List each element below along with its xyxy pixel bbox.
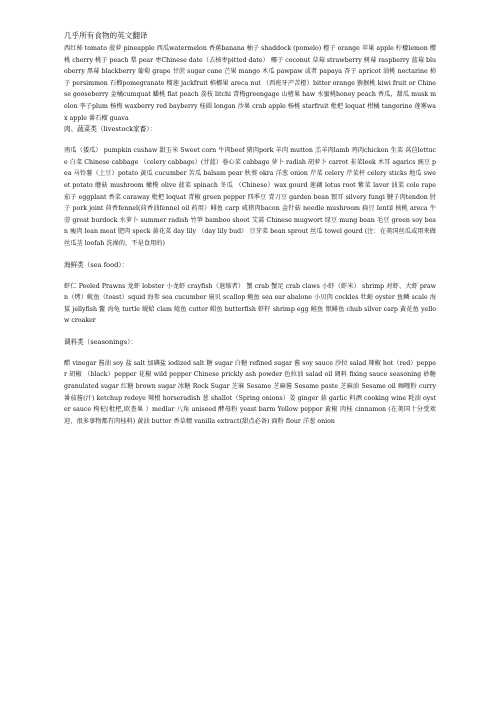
spacer: [64, 271, 436, 281]
vegetables-paragraph: 南瓜（倭瓜） pumpkin cushaw 甜玉米 Sweet corn 牛肉beef 猪肉pork 羊肉 mutton 羔羊肉lamb 鸡肉chicken 生菜 莴苣lettuce 白菜 Chinese cabbage （celery cabbage）(甘蓝）卷心菜 cabbage 萝卜 radish 胡萝卜 carrot 韭菜leek 木耳 agarics 豌豆 pea 马铃薯（土豆）potato 黄瓜 cucumber 苦瓜 balsam pear 秋葵 okra 洋葱 onion 芹菜 celery 芹菜杆 celery sticks 地瓜 sweet potato 蘑菇 mushroom 橄榄 olive 菠菜 spinach 冬瓜 （Chinese）wax gourd 莲藕 lotus root 紫菜 laver 油菜 cole rape 茄子 eggplant 香菜 caraway 枇杷 loquat 青椒 green pepper 四季豆 青刀豆 garden bean 银耳 silvery fungi 腱子肉tendon 肘子 pork joint 茴香fennel(茴香油fennel oil 药用）鲱鱼 carp 咸猪肉bacon 金针菇 needle mushroom 扁豆 lentil 核桃 areca 牛蒡 great burdock 水萝卜 summer radish 竹笋 bamboo shoot 艾蒿 Chinese mugwort 绿豆 mung bean 毛豆 green soy bean 瘦肉 lean meat 肥肉 speck 黄花菜 day lily （day lily bud） 豆芽菜 bean sprout 丝瓜 towel gourd (注：在美国丝瓜或用来做丝瓜茎 loofah 洗澡的，不是食用的): [64, 147, 436, 247]
document-title: 几乎所有食物的英文翻译: [64, 31, 148, 40]
spacer: [64, 135, 436, 145]
seasonings-paragraph: 醋 vinegar 酱油 soy 盐 salt 加碘盐 iodized salt 糖 sugar 白糖 refined sugar 酱 soy sauce 沙拉 salad 辣椒 hot（red）pepper 胡椒 （black）pepper 花椒 wild pepper Chinese prickly ash powder 色拉油 salad oil 调料 fixing sauce seasoning 砂糖 granulated sugar 红糖 brown sugar 冰糖 Rock Sugar 芝麻 Sesame 芝麻酱 Sesame paste 芝麻油 Sesame oil 咖喱粉 curry 番茄酱(汁) ketchup redeye 辣根 horseradish 葱 shallot（Spring onions）姜 ginger 蒜 garlic 料酒 cooking wine 耗油 oyster sauce 枸杞(枇杷,欧查果 ）medlar 八角 aniseed 酵母粉 yeast barm Yellow pepper 黄椒 肉桂 cinnamon (在美国十分受欢迎，很多事物都有肉桂料) 黄油 butter 香草精 vanilla extract(甜点必备) 面粉 flour 洋葱 onion: [64, 359, 436, 425]
seasonings-heading: 调料类（seasonings）：: [64, 337, 138, 346]
seafood-heading: 海鲜类（sea food）：: [64, 260, 129, 269]
spacer: [64, 327, 436, 337]
fruits-paragraph: 西红柿 tomato 菠萝 pineapple 西瓜watermelon 香蕉banana 柚子 shaddock (pomelo) 橙子 orange 苹果 apple 柠檬lemon 樱桃 cherry 桃子 peach 梨 pear 枣Chinese date（去核枣pitted date） 椰子 coconut 草莓 strawberry 树莓 raspberry 蓝莓 blueberry 黑莓 blackberry 葡萄 grape 甘蔗 sugar cane 芒果 mango 木瓜 pawpaw 或者 papaya 杏子 apricot 油桃 nectarine 柿子 persimmon 石榴pomegranate 榴莲 jackfruit 槟榔果 areca nut （西班牙产苦橙）bitter orange 猕猴桃 kiwi fruit or Chinese gooseberry 金橘cumquat 蟠桃 flat peach 荔枝 litchi 青梅greengage 山楂果 haw 水蜜桃honey peach 香瓜，甜瓜 musk melon 李子plum 杨梅 waxberry red bayberry 桂圆 longan 沙果 crab apple 杨桃 starfruit 枇杷 loquat 柑橘 tangerine 莲雾wax apple 番石榴 guava: [64, 45, 437, 122]
vegetables-heading: 肉、蔬菜类（livestock家畜）：: [64, 125, 157, 134]
spacer: [64, 348, 436, 358]
seafood-paragraph: 虾仁 Peeled Prawns 龙虾 lobster 小龙虾 crayfish（退缩者） 蟹 crab 蟹足 crab claws 小虾（虾米） shrimp 对虾、大虾 prawn（烤）鱿鱼（toast）squid 海参 sea cucumber 扇贝 scallop 鲍鱼 sea ear abalone 小贝肉 cockles 牡蛎 oyster 鱼鳞 scale 海蜇 jellyfish 鳖 海龟 turtle 蚬蛤 clam 鲶鱼 cutter 鲳鱼 butterfish 虾籽 shrimp egg 鲑鱼 银鲱鱼 chub silver carp 黄花鱼 yellow croaker: [64, 282, 436, 325]
document-page: [64, 30, 436, 427]
spacer: [64, 250, 436, 260]
